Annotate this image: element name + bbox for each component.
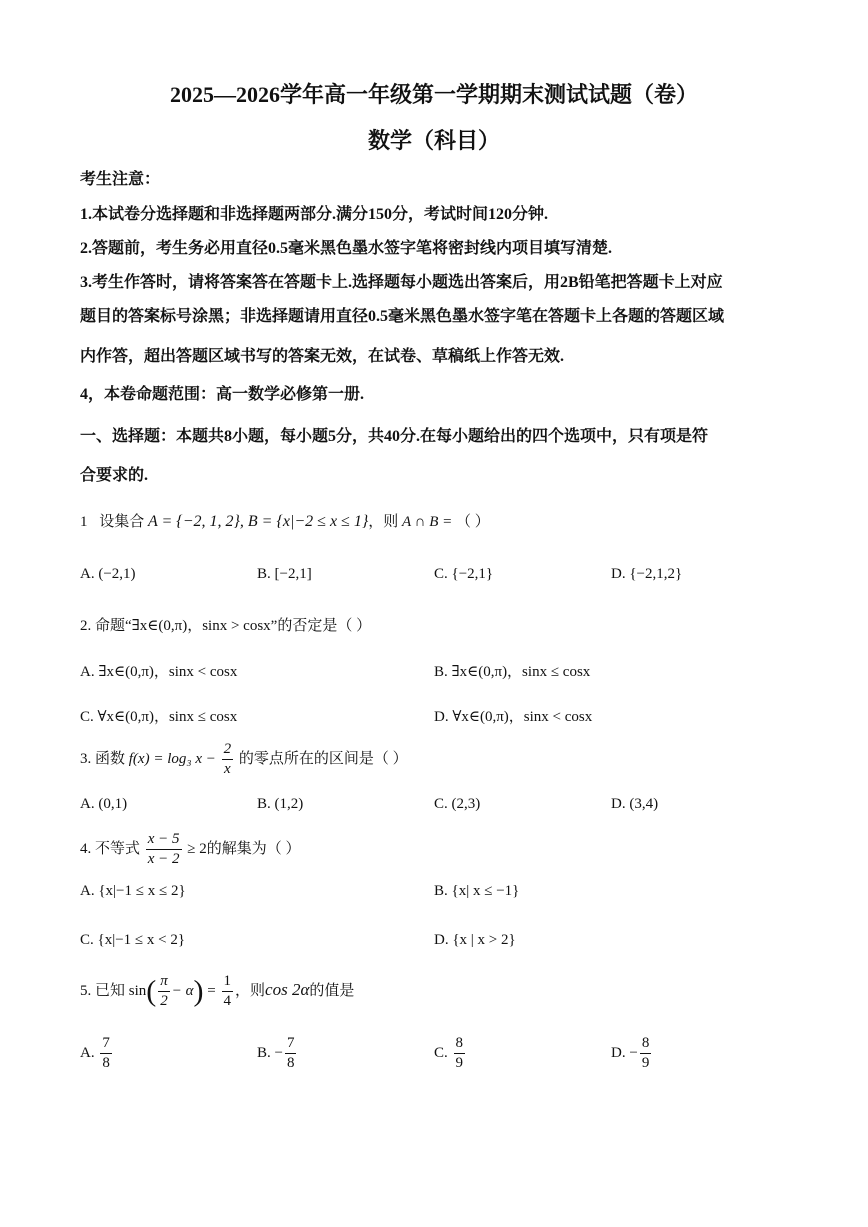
notice-item-3c: 内作答，超出答题区域书写的答案无效，在试卷、草稿纸上作答无效. (80, 348, 565, 365)
question-5: 5. 已知 sin( $\frac{\pi}{2}$ − α) = $\frac{1}{4}$ ，则cos 2α的值是 (80, 973, 355, 1009)
q5-option-c-den: 9 (455, 1055, 464, 1071)
q5-option-c (434, 1036, 467, 1071)
q5-rhs-den: 4 (223, 993, 232, 1009)
q1-prefix: 设集合 (99, 514, 145, 530)
q2-option-d: D. ∀x∈(0,π)，sinx < cosx (434, 709, 593, 725)
q4-option-c: C. {x|−1 ≤ x < 2} (80, 932, 186, 948)
q5-cos: cos 2α (265, 979, 310, 999)
q5-option-b-num: 7 (285, 1036, 297, 1054)
q5-option-c-num: 8 (454, 1036, 466, 1054)
q4-suffix: 的解集为（ ） (206, 840, 301, 857)
q3-fraction (222, 742, 234, 777)
notice-item-3b: 题目的答案标号涂黑；非选择题请用直径0.5毫米黑色墨水签字笔在答题卡上各题的答题区域 (80, 308, 725, 325)
q5-option-d (611, 1036, 653, 1071)
q2-option-a: A. ∃x∈(0,π)，sinx < cosx (80, 664, 238, 680)
q5-option-b-label: B. (257, 1044, 271, 1061)
q3-function: f(x) = log₃ x − (128, 750, 216, 767)
q3-prefix: 3. 函数 (80, 750, 126, 767)
q5-option-b (257, 1036, 298, 1071)
q5-suffix: ，则 (235, 982, 266, 999)
q4-frac-num: x − 5 (146, 832, 182, 850)
q5-option-a-fraction (100, 1036, 112, 1071)
q1-option-d: D. {−2,1,2} (611, 566, 683, 582)
q1-blank: （ ） (456, 514, 490, 530)
q1-number: 1 (80, 514, 88, 530)
q1-option-a: A. (−2,1) (80, 566, 136, 582)
q3-frac-den: x (224, 761, 231, 777)
notice-item-2: 2.答题前，考生务必用直径0.5毫米黑色墨水签字笔将密封线内项目填写清楚. (80, 240, 613, 257)
q5-inner-num: π (158, 974, 170, 992)
q1-option-c: C. {−2,1} (434, 566, 494, 582)
section1-instruction-cont: 合要求的. (80, 467, 149, 484)
q2-option-b: B. ∃x∈(0,π)，sinx ≤ cosx (434, 664, 591, 680)
q1-sets: A = {−2, 1, 2}, B = {x|−2 ≤ x ≤ 1} (148, 513, 369, 530)
q5-prefix: 5. 已知 (80, 982, 126, 999)
q5-option-d-den: 9 (641, 1055, 650, 1071)
q5-inner-rest: − α (171, 982, 194, 999)
q5-option-d-sign: − (629, 1044, 638, 1061)
exam-title: 2025—2026学年高一年级第一学期期末测试试题（卷） (169, 82, 698, 107)
question-3 (80, 742, 408, 777)
q5-option-a-num: 7 (100, 1036, 112, 1054)
q4-fraction (146, 832, 182, 867)
q5-rhs-fraction (222, 974, 234, 1009)
q3-option-a: A. (0,1) (80, 796, 128, 812)
q5-option-c-label: C. (434, 1044, 448, 1061)
question-4 (80, 832, 301, 867)
q5-option-a-label: A. (80, 1044, 95, 1061)
q5-sin: sin (128, 982, 147, 999)
q3-option-c: C. (2,3) (434, 796, 481, 812)
q5-inner-fraction (158, 974, 170, 1009)
q5-option-a (80, 1036, 114, 1071)
question-2: 2. 命题“∃x∈(0,π)，sinx > cosx”的否定是（ ） (80, 618, 372, 634)
q5-tail: 的值是 (309, 982, 355, 999)
question-1 (80, 510, 490, 531)
q4-option-b: B. {x| x ≤ −1} (434, 883, 520, 899)
q4-relation: ≥ 2 (187, 840, 207, 857)
q5-equals: = (207, 982, 216, 999)
q5-option-d-num: 8 (640, 1036, 652, 1054)
q4-prefix: 4. 不等式 (80, 840, 141, 857)
q1-option-b: B. [−2,1] (257, 566, 312, 582)
q4-option-a: A. {x|−1 ≤ x ≤ 2} (80, 883, 186, 899)
q5-option-b-sign: − (274, 1044, 283, 1061)
notice-item-4: 4，本卷命题范围：高一数学必修第一册. (80, 386, 365, 403)
q3-option-b: B. (1,2) (257, 796, 304, 812)
q2-option-c: C. ∀x∈(0,π)，sinx ≤ cosx (80, 709, 238, 725)
q5-inner-den: 2 (160, 993, 168, 1009)
notice-item-3a: 3.考生作答时，请将答案答在答题卡上.选择题每小题选出答案后，用2B铅笔把答题卡上对应 (80, 274, 723, 291)
q5-option-b-fraction (285, 1036, 297, 1071)
q4-option-d: D. {x | x > 2} (434, 932, 516, 948)
q3-option-d: D. (3,4) (611, 796, 659, 812)
q5-option-a-den: 8 (102, 1055, 110, 1071)
q5-option-d-label: D. (611, 1044, 626, 1061)
q5-option-d-fraction (640, 1036, 652, 1071)
section1-instruction: 一、选择题：本题共8小题，每小题5分，共40分.在每小题给出的四个选项中，只有项是符 (80, 428, 709, 445)
q1-expr: A ∩ B = (401, 514, 453, 530)
q5-option-b-den: 8 (286, 1055, 295, 1071)
q1-suffix: ，则 (368, 514, 399, 530)
q4-frac-den: x − 2 (147, 851, 180, 867)
notice-heading: 考生注意： (80, 171, 161, 188)
q3-suffix: 的零点所在的区间是（ ） (238, 750, 408, 767)
q5-option-c-fraction (454, 1036, 466, 1071)
notice-item-1: 1.本试卷分选择题和非选择题两部分.满分150分，考试时间120分钟. (80, 206, 549, 223)
q5-rhs-num: 1 (222, 974, 234, 992)
exam-subject: 数学（科目） (367, 128, 500, 153)
q3-frac-num: 2 (222, 742, 234, 760)
